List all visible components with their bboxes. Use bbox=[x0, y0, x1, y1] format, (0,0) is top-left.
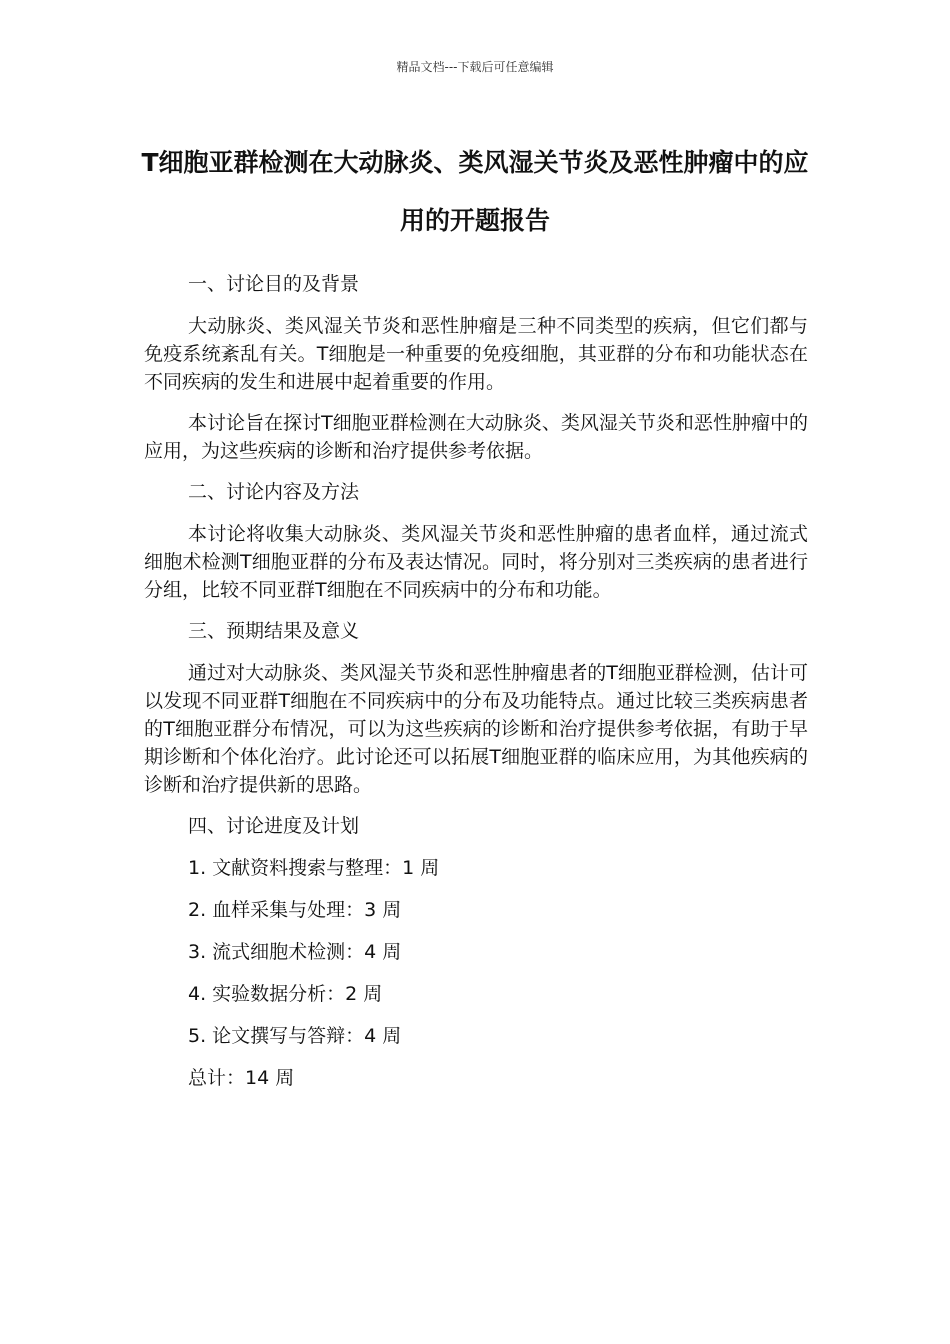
section-heading-methods: 二、讨论内容及方法 bbox=[188, 481, 360, 503]
document-title: T细胞亚群检测在大动脉炎、类风湿关节炎及恶性肿瘤中的应用的开题报告 bbox=[141, 148, 809, 235]
header-note: 精品文档---下载后可任意编辑 bbox=[396, 60, 554, 74]
section-heading-purpose: 一、讨论目的及背景 bbox=[188, 273, 360, 295]
paragraph-expected-results: 通过对大动脉炎、类风湿关节炎和恶性肿瘤患者的T细胞亚群检测，估计可以发现不同亚群T细胞在不同疾病中的分布及功能特点。通过比较三类疾病患者的T细胞亚群分布情况，可以为这些疾病的诊断和治疗提供参考依据，有助于早期诊断和个体化治疗。此讨论还可以拓展T细胞亚群的临床应用，为其他疾病的诊断和治疗提供新的思路。 bbox=[144, 662, 808, 796]
schedule-item: 4. 实验数据分析：2 周 bbox=[188, 983, 383, 1005]
schedule-item: 1. 文献资料搜索与整理：1 周 bbox=[188, 857, 440, 879]
schedule-item: 3. 流式细胞术检测：4 周 bbox=[188, 941, 402, 963]
section-heading-expected-results: 三、预期结果及意义 bbox=[188, 620, 360, 642]
paragraph-methods: 本讨论将收集大动脉炎、类风湿关节炎和恶性肿瘤的患者血样，通过流式细胞术检测T细胞亚群的分布及表达情况。同时，将分别对三类疾病的患者进行分组，比较不同亚群T细胞在不同疾病中的分布和功能。 bbox=[144, 523, 808, 601]
paragraph-background: 大动脉炎、类风湿关节炎和恶性肿瘤是三种不同类型的疾病，但它们都与免疫系统紊乱有关。T细胞是一种重要的免疫细胞，其亚群的分布和功能状态在不同疾病的发生和进展中起着重要的作用。 bbox=[144, 315, 808, 393]
schedule-item: 5. 论文撰写与答辩：4 周 bbox=[188, 1025, 402, 1047]
document-body bbox=[144, 270, 808, 1106]
schedule-item: 2. 血样采集与处理：3 周 bbox=[188, 899, 402, 921]
paragraph-purpose: 本讨论旨在探讨T细胞亚群检测在大动脉炎、类风湿关节炎和恶性肿瘤中的应用，为这些疾病的诊断和治疗提供参考依据。 bbox=[144, 412, 808, 462]
schedule-total: 总计：14 周 bbox=[188, 1067, 295, 1089]
section-heading-schedule: 四、讨论进度及计划 bbox=[188, 815, 360, 837]
